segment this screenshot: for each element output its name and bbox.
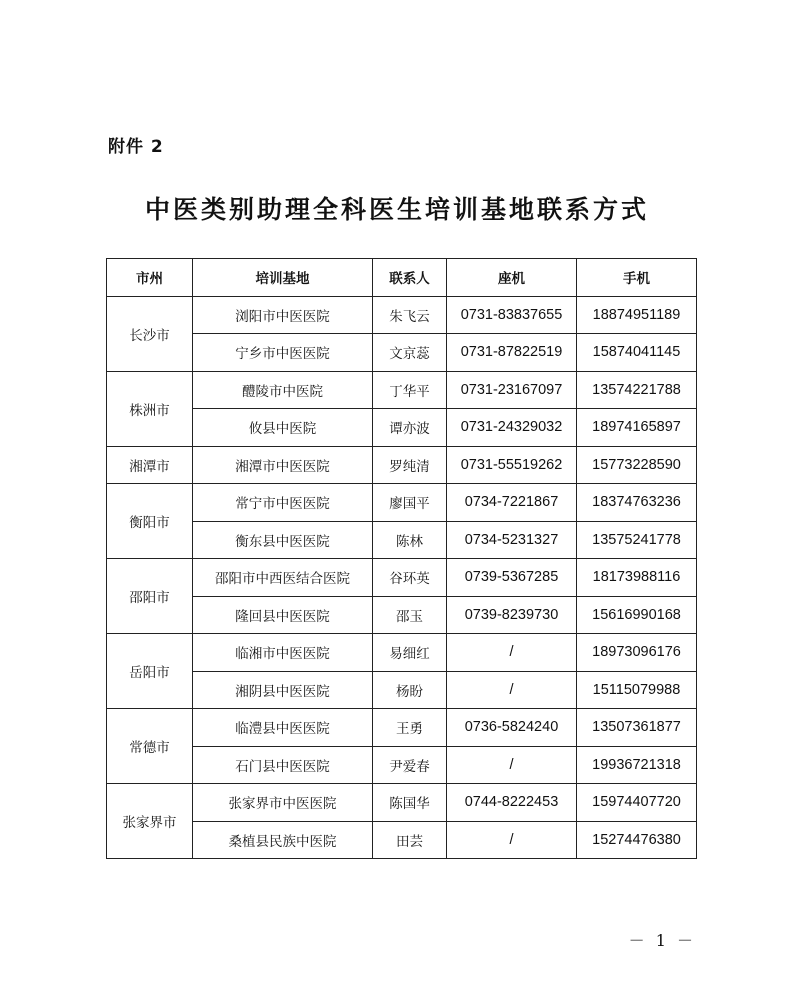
training-base-cell: 邵阳市中西医结合医院 (193, 559, 373, 597)
contact-person-cell: 邵玉 (373, 596, 447, 634)
mobile-cell: 13574221788 (577, 371, 697, 409)
mobile-cell: 15874041145 (577, 334, 697, 372)
table-row (107, 821, 697, 859)
contact-person-cell: 罗纯清 (373, 446, 447, 484)
contact-person-cell: 廖国平 (373, 484, 447, 522)
table-row (107, 296, 697, 334)
training-base-cell: 醴陵市中医院 (193, 371, 373, 409)
landline-cell: / (447, 821, 577, 859)
landline-cell: 0744-8222453 (447, 784, 577, 822)
city-cell: 常德市 (107, 709, 193, 784)
mobile-cell: 15616990168 (577, 596, 697, 634)
header-training-base: 培训基地 (193, 259, 373, 297)
contact-person-cell: 朱飞云 (373, 296, 447, 334)
training-base-cell: 张家界市中医医院 (193, 784, 373, 822)
table-row (107, 671, 697, 709)
table-row (107, 371, 697, 409)
city-cell: 岳阳市 (107, 634, 193, 709)
training-base-cell: 宁乡市中医医院 (193, 334, 373, 372)
contact-person-cell: 田芸 (373, 821, 447, 859)
landline-cell: 0736-5824240 (447, 709, 577, 747)
city-cell: 邵阳市 (107, 559, 193, 634)
contact-person-cell: 王勇 (373, 709, 447, 747)
mobile-cell: 15974407720 (577, 784, 697, 822)
attachment-label: 附件 2 (108, 137, 164, 157)
table-row (107, 746, 697, 784)
training-base-cell: 湘潭市中医医院 (193, 446, 373, 484)
table-row (107, 596, 697, 634)
landline-cell: / (447, 671, 577, 709)
city-cell: 长沙市 (107, 296, 193, 371)
training-base-cell: 石门县中医医院 (193, 746, 373, 784)
document-title: 中医类别助理全科医生培训基地联系方式 (144, 195, 649, 224)
training-base-cell: 攸县中医院 (193, 409, 373, 447)
mobile-cell: 15274476380 (577, 821, 697, 859)
table-header-row (107, 259, 697, 297)
landline-cell: 0739-8239730 (447, 596, 577, 634)
table-row (107, 559, 697, 597)
header-contact: 联系人 (373, 259, 447, 297)
landline-cell: 0731-24329032 (447, 409, 577, 447)
table-body (107, 296, 697, 859)
header-landline: 座机 (447, 259, 577, 297)
city-cell: 湘潭市 (107, 446, 193, 484)
contact-person-cell: 丁华平 (373, 371, 447, 409)
training-base-cell: 临湘市中医医院 (193, 634, 373, 672)
table-row (107, 446, 697, 484)
table-row (107, 784, 697, 822)
landline-cell: 0734-5231327 (447, 521, 577, 559)
contacts-table (106, 258, 697, 859)
contact-person-cell: 尹爱春 (373, 746, 447, 784)
contact-person-cell: 陈林 (373, 521, 447, 559)
header-city: 市州 (107, 259, 193, 297)
training-base-cell: 湘阴县中医医院 (193, 671, 373, 709)
mobile-cell: 19936721318 (577, 746, 697, 784)
table-row (107, 409, 697, 447)
training-base-cell: 临澧县中医医院 (193, 709, 373, 747)
page-number: － 1 － (628, 931, 696, 950)
training-base-cell: 桑植县民族中医院 (193, 821, 373, 859)
mobile-cell: 18374763236 (577, 484, 697, 522)
contact-person-cell: 谭亦波 (373, 409, 447, 447)
mobile-cell: 18973096176 (577, 634, 697, 672)
training-base-cell: 浏阳市中医医院 (193, 296, 373, 334)
table-row (107, 484, 697, 522)
landline-cell: / (447, 746, 577, 784)
city-cell: 衡阳市 (107, 484, 193, 559)
city-cell: 株洲市 (107, 371, 193, 446)
contact-person-cell: 陈国华 (373, 784, 447, 822)
mobile-cell: 13507361877 (577, 709, 697, 747)
landline-cell: 0731-23167097 (447, 371, 577, 409)
table-row (107, 521, 697, 559)
landline-cell: / (447, 634, 577, 672)
table-row (107, 709, 697, 747)
contact-person-cell: 文京蕊 (373, 334, 447, 372)
mobile-cell: 18874951189 (577, 296, 697, 334)
landline-cell: 0731-55519262 (447, 446, 577, 484)
landline-cell: 0731-83837655 (447, 296, 577, 334)
landline-cell: 0739-5367285 (447, 559, 577, 597)
training-base-cell: 隆回县中医医院 (193, 596, 373, 634)
mobile-cell: 15115079988 (577, 671, 697, 709)
table-row (107, 334, 697, 372)
mobile-cell: 15773228590 (577, 446, 697, 484)
mobile-cell: 13575241778 (577, 521, 697, 559)
table-row (107, 634, 697, 672)
contact-person-cell: 杨盼 (373, 671, 447, 709)
landline-cell: 0731-87822519 (447, 334, 577, 372)
landline-cell: 0734-7221867 (447, 484, 577, 522)
mobile-cell: 18974165897 (577, 409, 697, 447)
training-base-cell: 衡东县中医医院 (193, 521, 373, 559)
header-mobile: 手机 (577, 259, 697, 297)
contact-person-cell: 谷环英 (373, 559, 447, 597)
contact-person-cell: 易细红 (373, 634, 447, 672)
city-cell: 张家界市 (107, 784, 193, 859)
mobile-cell: 18173988116 (577, 559, 697, 597)
training-base-cell: 常宁市中医医院 (193, 484, 373, 522)
